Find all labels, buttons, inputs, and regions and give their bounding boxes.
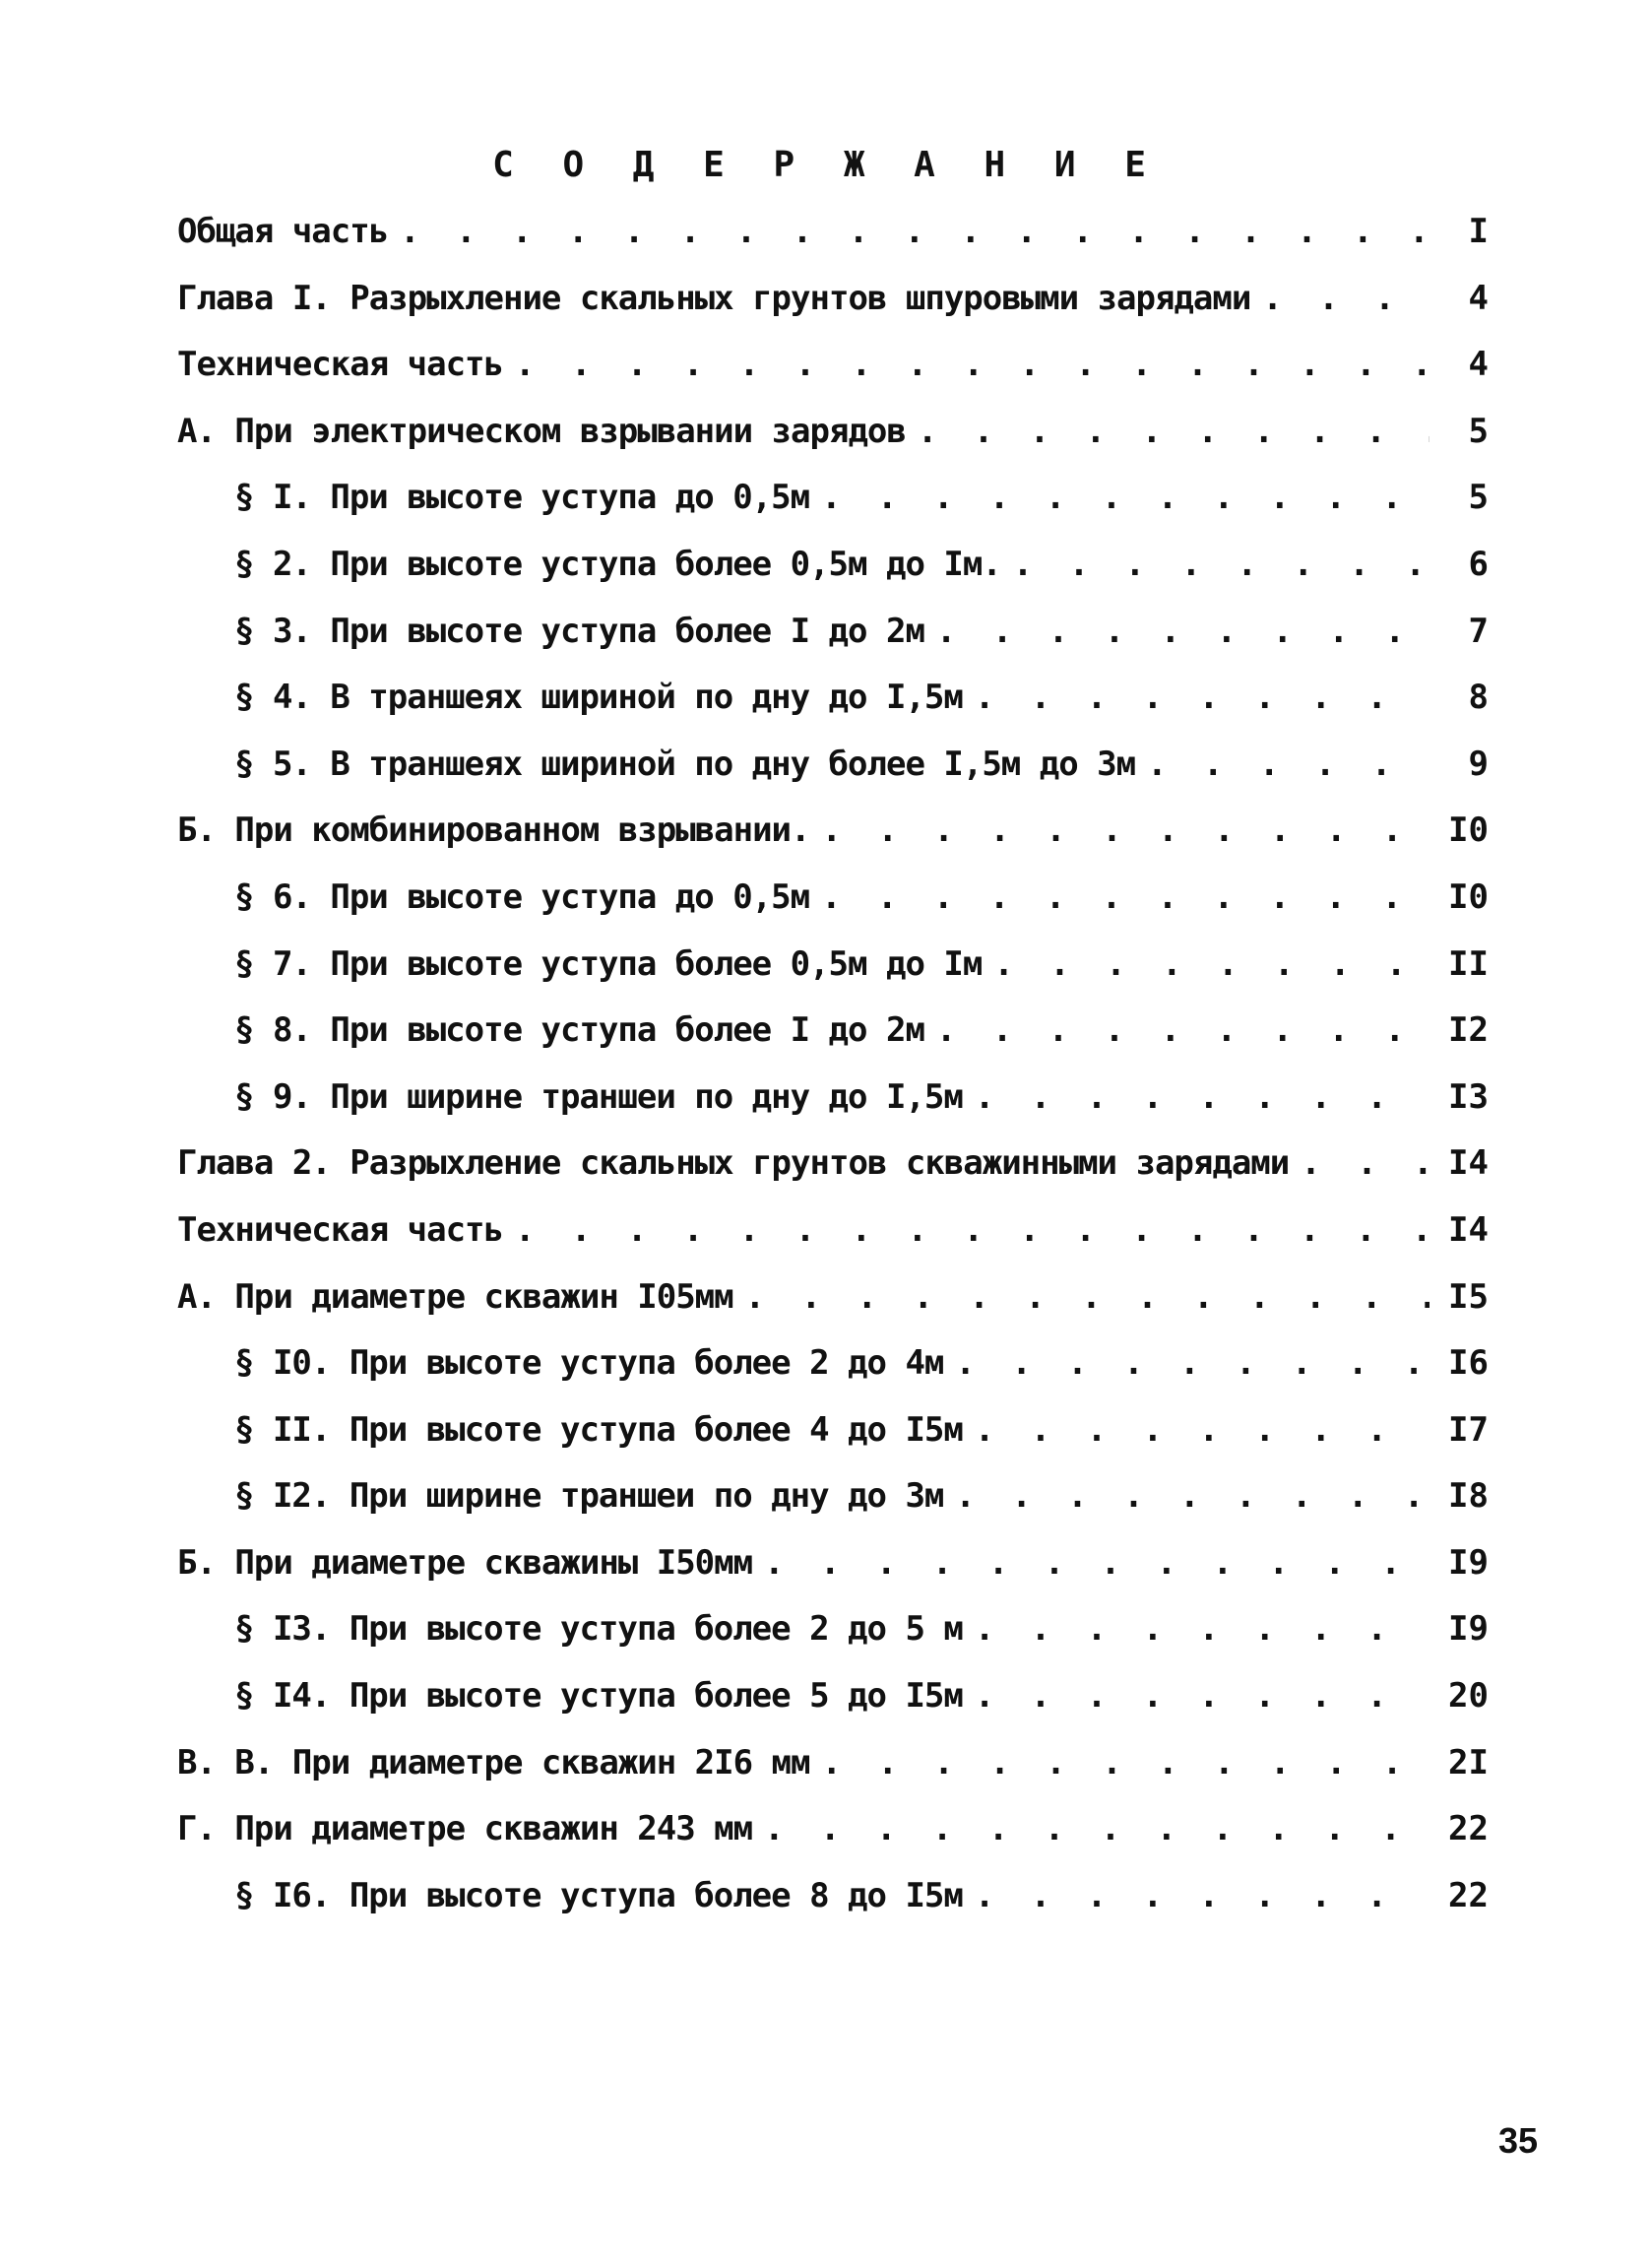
dot-leader <box>809 481 1430 514</box>
dot-leader <box>906 415 1430 448</box>
dot-leader <box>503 348 1430 381</box>
dot-leader <box>809 880 1430 914</box>
toc-entry-page: I <box>1468 212 1489 251</box>
toc-entry <box>177 1276 1489 1347</box>
toc-entry <box>177 810 1489 880</box>
toc-entry-page: I0 <box>1448 876 1489 917</box>
toc-entry-label: § I. При высоте уступа до 0,5м <box>234 478 810 518</box>
toc-entry-page: 5 <box>1468 411 1489 451</box>
toc-entry-label: Глава 2. Разрыхление скальных грунтов скважинными зарядами <box>177 1143 1290 1184</box>
toc-entry-page: 8 <box>1468 678 1489 718</box>
toc-entry-page: 20 <box>1448 1676 1489 1717</box>
toc-entry <box>177 212 1489 282</box>
dot-leader <box>924 1013 1430 1047</box>
dot-leader <box>1001 548 1430 581</box>
toc-subentry <box>177 1409 1489 1480</box>
toc-entry-page: 4 <box>1468 345 1489 385</box>
toc-entry-label: § I6. При высоте уступа более 8 до I5м <box>234 1875 963 1915</box>
toc-entry <box>177 1209 1489 1280</box>
toc-entry-page: 5 <box>1468 478 1489 518</box>
toc-entry-label: Г. При диаметре скважин 243 мм <box>177 1809 753 1849</box>
toc-entry-page: 22 <box>1448 1875 1489 1915</box>
toc-entry-label: § I4. При высоте уступа более 5 до I5м <box>234 1676 963 1717</box>
toc-entry-label: § 3. При высоте уступа более I до 2м <box>234 611 924 651</box>
toc-subentry <box>177 1010 1489 1080</box>
toc-entry-label: § II. При высоте уступа более 4 до I5м <box>234 1409 963 1450</box>
toc-subentry <box>177 680 1489 747</box>
toc-entry-label: А. При электрическом взрывании зарядов <box>177 411 906 451</box>
toc-entry-label: § 6. При высоте уступа до 0,5м <box>234 876 810 917</box>
dot-leader <box>963 680 1430 714</box>
toc-subentry <box>177 478 1489 548</box>
toc-entry-label: Б. При комбинированном взрывании. <box>177 810 810 851</box>
table-of-contents <box>177 212 1489 1945</box>
toc-entry <box>177 411 1489 482</box>
toc-subentry <box>177 1609 1489 1679</box>
toc-entry-label: § 4. В траншеях шириной по дну до I,5м <box>234 678 963 718</box>
toc-entry-page: 22 <box>1448 1809 1489 1849</box>
dot-leader <box>982 947 1430 981</box>
toc-entry-page: I4 <box>1448 1209 1489 1250</box>
toc-entry-label: § 9. При ширине траншеи по дну до I,5м <box>234 1076 963 1117</box>
dot-leader <box>503 1213 1430 1247</box>
dot-leader <box>810 1746 1430 1780</box>
toc-entry-page: I8 <box>1448 1476 1489 1517</box>
toc-entry-label: § I2. При ширине траншеи по дну до 3м <box>234 1476 944 1517</box>
toc-entry-page: I0 <box>1448 810 1489 851</box>
toc-entry-page: 4 <box>1468 278 1489 318</box>
toc-subentry <box>177 1076 1489 1147</box>
toc-subentry <box>177 1676 1489 1746</box>
dot-leader <box>810 813 1430 847</box>
dot-leader <box>943 1479 1430 1513</box>
toc-entry-label: § 8. При высоте уступа более I до 2м <box>234 1010 924 1051</box>
toc-entry-label: § 7. При высоте уступа более 0,5м до Iм <box>234 943 983 984</box>
toc-entry-page: 6 <box>1468 544 1489 584</box>
dot-leader <box>388 215 1430 248</box>
dot-leader <box>943 1346 1430 1380</box>
toc-entry-page: I6 <box>1448 1343 1489 1384</box>
toc-entry-label: Техническая часть <box>177 345 503 385</box>
toc-entry-label: В. В. При диаметре скважин 2I6 мм <box>177 1742 810 1782</box>
toc-entry-label: § 2. При высоте уступа более 0,5м до Iм. <box>234 544 1001 584</box>
dot-leader <box>963 1879 1430 1912</box>
toc-entry-page: 2I <box>1448 1742 1489 1782</box>
page-number: 35 <box>1497 2120 1538 2161</box>
toc-subentry <box>177 544 1489 615</box>
toc-entry-label: Общая часть <box>177 212 389 251</box>
toc-entry-page: I9 <box>1448 1609 1489 1650</box>
toc-entry-page: 9 <box>1468 744 1489 784</box>
toc-entry <box>177 1542 1489 1613</box>
dot-leader <box>733 1280 1430 1314</box>
page-title: С О Д Е Р Ж А Н И Е <box>492 145 1160 185</box>
dot-leader <box>1135 747 1430 781</box>
toc-subentry <box>177 943 1489 1014</box>
toc-subentry <box>177 1875 1489 1946</box>
toc-entry-page: I2 <box>1448 1010 1489 1051</box>
toc-entry <box>177 1143 1489 1213</box>
toc-entry-page: II <box>1448 943 1489 984</box>
toc-entry-page: I7 <box>1448 1409 1489 1450</box>
dot-leader <box>924 615 1430 648</box>
dot-leader <box>1250 282 1430 315</box>
toc-entry-label: Б. При диаметре скважины I50мм <box>177 1542 753 1583</box>
dot-leader <box>963 1080 1430 1114</box>
toc-entry <box>177 345 1489 415</box>
toc-subentry <box>177 876 1489 947</box>
dot-leader <box>963 1679 1430 1713</box>
toc-subentry <box>177 1343 1489 1413</box>
toc-entry-page: I4 <box>1448 1143 1489 1184</box>
toc-subentry <box>177 611 1489 681</box>
toc-entry-page: I9 <box>1448 1542 1489 1583</box>
toc-entry-label: Глава I. Разрыхление скальных грунтов шпуровыми зарядами <box>177 278 1251 318</box>
toc-entry-label: Техническая часть <box>177 1209 503 1250</box>
toc-entry-label: § I3. При высоте уступа более 2 до 5 м <box>234 1609 963 1650</box>
toc-entry-label: А. При диаметре скважин I05мм <box>177 1276 733 1317</box>
toc-entry-label: § 5. В траншеях шириной по дну более I,5м до 3м <box>234 744 1136 784</box>
toc-entry-page: 7 <box>1468 611 1489 651</box>
dot-leader <box>752 1546 1430 1580</box>
toc-entry-page: I3 <box>1448 1076 1489 1117</box>
toc-entry-page: I5 <box>1448 1276 1489 1317</box>
toc-subentry <box>177 1476 1489 1546</box>
dot-leader <box>1289 1146 1430 1180</box>
dot-leader <box>963 1413 1430 1447</box>
dot-leader <box>963 1612 1430 1646</box>
toc-entry <box>177 1742 1489 1813</box>
toc-subentry <box>177 744 1489 814</box>
toc-entry <box>177 278 1489 349</box>
dot-leader <box>752 1812 1430 1846</box>
toc-entry-label: § I0. При высоте уступа более 2 до 4м <box>234 1343 944 1384</box>
toc-entry <box>177 1809 1489 1879</box>
